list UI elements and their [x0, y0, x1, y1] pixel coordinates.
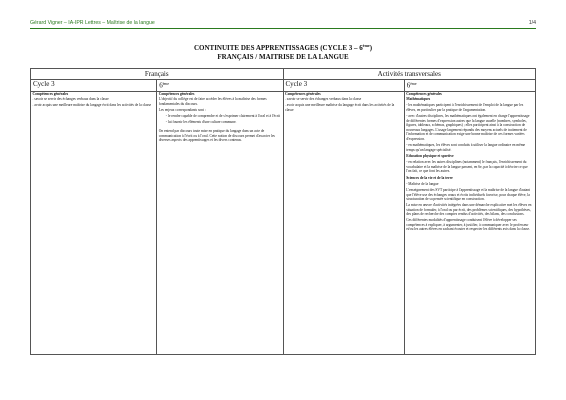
page-number: 1/4	[528, 20, 536, 26]
math-line: - avec d'autres disciplines, les mathématiques ont également en charge l'apprentissage de différentes formes d'expression autres que la langue usuelle (nombres, symboles, figures, tableaux, schémas, graphiques) ; elles participent ainsi à la construction de nouveaux langages. L'usage largement répandu des moyens actuels de traitement de l'information et de communication exige une bonne maîtrise de ces formes variées d'expression.	[406, 114, 530, 142]
page-header	[30, 20, 536, 32]
eps-text: - en relation avec les autres disciplines (notamment) le français, l'enrichissement du vocabulaire et la maîtrise de la langue passent, en 6e, par la capacité à décrire ce que l'on fait, ce que font les autres.	[406, 160, 528, 174]
cell-title: Compétences générales	[285, 91, 321, 96]
svt-line: Ces différentes modalités d'apprentissage conduisent l'élève à développer ses compétences à expliquer, à argumenter, à justifier, à communiquer avec le professeur et/ou les autres élèves en sachant écouter et respecter les différents avis dans la classe.	[406, 218, 530, 232]
cell-intro: L'objectif du collège est de faire accéder les élèves à la maîtrise des formes fondamentales du discours.	[158, 97, 267, 107]
cycle3-header-transversal: Cycle 3	[283, 80, 404, 92]
sixieme-francais-cell	[157, 91, 283, 354]
sixieme-header-francais: 6ème	[157, 80, 283, 92]
cell-item: - lui fournir les éléments d'une culture commune.	[165, 120, 237, 125]
section-francais: Français	[31, 69, 284, 80]
cycle3-transversal-cell	[283, 91, 404, 354]
cell-title: Compétences générales	[32, 91, 69, 96]
cycle3-francais-cell	[31, 91, 157, 354]
cell-title: Compétences générales	[406, 91, 442, 96]
math-line: - en mathématiques, les élèves sont conduits à utiliser la langue ordinaire en même temps qu'un langage spécialisé.	[406, 143, 526, 152]
svt-subtitle: - Maîtrise de la langue	[406, 181, 439, 186]
author-header: Gérard Vigner – IA-IPR Lettres – Maîtrise de la langue	[30, 20, 155, 26]
section-transversal: Activités transversales	[283, 69, 536, 80]
math-title: Mathématiques	[406, 97, 431, 102]
continuity-table	[30, 68, 536, 355]
cycle3-header-francais: Cycle 3	[31, 80, 157, 92]
cell-title: Compétences générales	[158, 91, 195, 96]
cell-enjeux: Les enjeux correspondants sont :	[158, 108, 206, 113]
svt-line: La mise en œuvre d'activités intégrées dans une démarche explicative met les élèves en situation de formuler, à l'oral ou par écrit, des problèmes scientifiques, des hypothèses, des plans de recherche des comptes rendus d'activités, des bilans, des conclusions.	[406, 203, 532, 217]
sixieme-header-transversal: 6ème	[404, 80, 535, 92]
cell-line: . savoir se servir des échanges verbaux dans la classe	[285, 97, 362, 102]
eps-title: Education physique et sportive	[406, 154, 454, 159]
cell-line: . savoir se servir des échanges verbaux dans la classe	[32, 97, 109, 102]
math-line: - les mathématiques participent à l'enrichissement de l'emploi de la langue par les élèves, en particulier par la pratique de l'argumentation.	[406, 103, 524, 113]
cell-line: . avoir acquis une meilleure maîtrise du langage écrit dans les activités de la classe	[285, 103, 395, 113]
cell-item: - le rendre capable de comprendre et de s'exprimer clairement à l'oral et à l'écrit	[165, 114, 281, 119]
svt-line: L'enseignement des SVT participe à l'apprentissage et la maîtrise de la langue d'autant que l'élève use des échanges oraux et écrits individuels favorise, pour chaque élève, la structuration de sa pensée scientifique en construction.	[406, 187, 531, 202]
document-title	[0, 42, 566, 61]
cell-paragraph: On entend par discours toute mise en pratique du langage dans un acte de communication à l'écrit ou à l'oral. Cette notion de discours permet d'associer les diverses aspects des apprentissages et les divers contenus.	[158, 129, 275, 143]
svt-title: Sciences de la vie et de la terre	[406, 175, 453, 180]
title-line-1: CONTINUITE DES APPRENTISSAGES (CYCLE 3 – 6ème)	[193, 43, 373, 52]
cell-line: . avoir acquis une meilleure maîtrise du langage écrit dans les activités de la classe	[32, 103, 152, 108]
sixieme-transversal-cell	[404, 91, 535, 354]
title-line-2: FRANÇAIS / MAITRISE DE LA LANGUE	[217, 52, 349, 61]
header-rule	[30, 28, 536, 29]
